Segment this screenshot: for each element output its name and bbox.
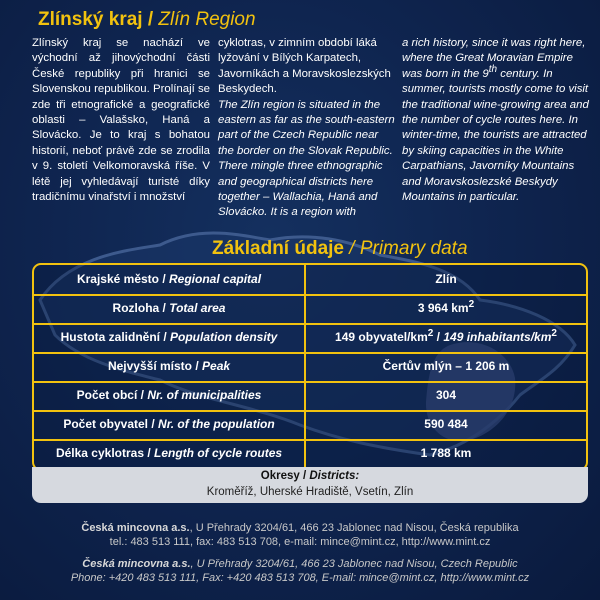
row-label: Krajské město / Regional capital: [76, 272, 262, 286]
intro-text-middle: [218, 36, 396, 221]
table-row: [34, 267, 586, 292]
section-title-primary-data: Základní údaje / Primary data: [212, 238, 468, 259]
districts-box: [32, 467, 588, 503]
intro-text-cz-cont: cyklotras, v zimním období láká lyžování v Bílých Karpatech, Javorníkách a Moravskoslezských Beskydech.: [218, 37, 391, 96]
row-value: Zlín: [435, 272, 457, 286]
row-value: 1 788 km: [420, 446, 472, 460]
footer-contact-cz: Česká mincovna a.s., U Přehrady 3204/61, 466 23 Jablonec nad Nisou, Česká republika tel.: 483 513 111, fax: 483 513 708, e-mail: mince@mint.cz, http://www.mint.cz: [81, 522, 519, 548]
row-value: 590 484: [424, 417, 468, 431]
row-value: 149 obyvatel/$km^2 / 149$ inhabitants/$km^2$: [335, 328, 557, 344]
row-label: Rozloha / Total area: [112, 301, 226, 315]
intro-text-cz: Zlínský kraj se nachází ve východní až jihovýchodní části České republiky při hranici se Slovenskou republikou. Prolínají se zde tři etnografické a geografické oblasti – Valašsko, Haná a Slovácko. Je to kraj s bohatou historií, neboť právě zde se zrodila v 9. století Velkomoravská říše. V létě jej vyhledávají turisté díky tradičnímu vinařství i množství: [32, 37, 210, 204]
row-label: Počet obyvatel / Nr. of the population: [63, 417, 275, 431]
row-value: 304: [435, 388, 457, 402]
table-row: [34, 296, 586, 321]
row-value: 3 964 $km^2$: [417, 299, 475, 315]
table-row: [34, 325, 586, 350]
primary-data-table: [32, 263, 588, 471]
row-label: Hustota zalidnění / Population density: [60, 330, 278, 344]
districts-label: Okresy / Districts:: [260, 470, 360, 482]
row-value: Čertův mlýn – 1 206 m: [382, 359, 510, 373]
table-row: [34, 412, 586, 437]
row-label: Počet obcí / Nr. of municipalities: [76, 388, 262, 402]
intro-text-en-cont: a rich history, since it was right here, where the Great Moravian Empire was born in the 9th century. In summer, tourists mostly come to visit the traditional wine-growing area and the number of cycle routes here. In winter-time, the tourists are attracted by skiing capacities in the White Carpathians, Javorníky Mountains and Moravskoslezské Beskydy Mountains in particular.: [402, 37, 589, 204]
table-row: [34, 354, 586, 379]
page-title: Zlínský kraj / Zlín Region: [38, 9, 256, 30]
table-row: [34, 383, 586, 408]
row-label: Nejvyšší místo / Peak: [107, 359, 231, 373]
row-label: Délka cyklotras / Length of cycle routes: [55, 446, 283, 460]
table-row: [34, 441, 586, 466]
intro-text-en: The Zlín region is situated in the eastern as far as the south-eastern part of the Czech Republic near the border on the Slovak Republic. There mingle three ethnographic and geographical districts here together – Wallachia, Haná and Slovácko. It is a region with: [218, 98, 395, 219]
districts-list: Kroměříž, Uherské Hradiště, Vsetín, Zlín: [206, 486, 414, 498]
footer-contact-en: Česká mincovna a.s., U Přehrady 3204/61, 466 23 Jablonec nad Nisou, Czech Republic Phone: +420 483 513 111, Fax: +420 483 513 708, E-mail: mince@mint.cz, http://www.mint.cz: [70, 558, 530, 584]
